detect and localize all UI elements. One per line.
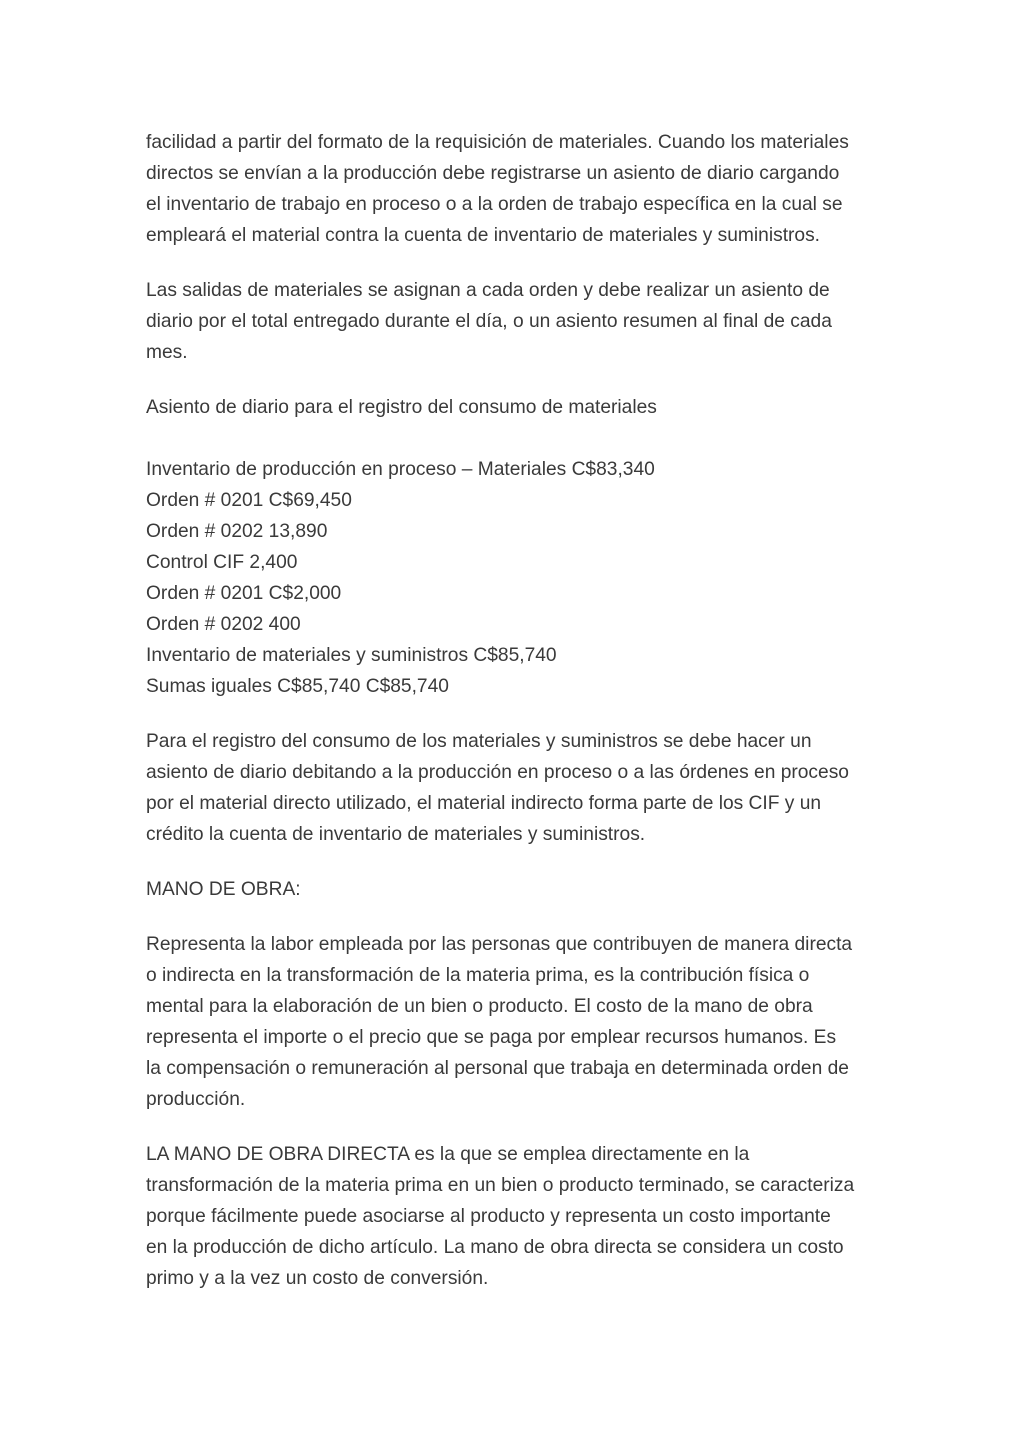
text-line: la compensación o remuneración al personal que trabaja en determinada orden de — [146, 1058, 849, 1079]
text-line: LA MANO DE OBRA DIRECTA es la que se emplea directamente en la — [146, 1144, 750, 1165]
document-body — [146, 127, 886, 1318]
section-heading-text: MANO DE OBRA: — [146, 879, 301, 900]
text-line: mental para la elaboración de un bien o producto. El costo de la mano de obra — [146, 996, 813, 1017]
journal-line: Orden # 0202 13,890 — [146, 521, 328, 542]
journal-line: Orden # 0202 400 — [146, 614, 301, 635]
journal-entry — [146, 392, 886, 702]
text-line: Representa la labor empleada por las personas que contribuyen de manera directa — [146, 934, 853, 955]
journal-line: Inventario de producción en proceso – Materiales C$83,340 — [146, 459, 655, 480]
journal-line: Inventario de materiales y suministros C$85,740 — [146, 645, 557, 666]
journal-line: Control CIF 2,400 — [146, 552, 298, 573]
text-line: transformación de la materia prima en un bien o producto terminado, se caracteriza — [146, 1175, 855, 1196]
journal-heading: Asiento de diario para el registro del consumo de materiales — [146, 397, 657, 418]
text-line: directos se envían a la producción debe registrarse un asiento de diario cargando — [146, 163, 840, 184]
paragraph-registro-consumo — [146, 726, 886, 850]
text-line: el inventario de trabajo en proceso o a la orden de trabajo específica en la cual se — [146, 194, 843, 215]
journal-line: Orden # 0201 C$2,000 — [146, 583, 342, 604]
text-line: primo y a la vez un costo de conversión. — [146, 1268, 489, 1289]
text-line: facilidad a partir del formato de la requisición de materiales. Cuando los materiales — [146, 132, 849, 153]
section-heading — [146, 874, 886, 905]
blank-line — [146, 423, 886, 454]
text-line: asiento de diario debitando a la producción en proceso o a las órdenes en proceso — [146, 762, 849, 783]
journal-line: Orden # 0201 C$69,450 — [146, 490, 352, 511]
paragraph-requisicion — [146, 127, 886, 251]
text-line: porque fácilmente puede asociarse al producto y representa un costo importante — [146, 1206, 831, 1227]
paragraph-salidas — [146, 275, 886, 368]
paragraph-mano-de-obra — [146, 929, 886, 1115]
text-line: empleará el material contra la cuenta de inventario de materiales y suministros. — [146, 225, 821, 246]
text-line: Las salidas de materiales se asignan a cada orden y debe realizar un asiento de — [146, 280, 830, 301]
text-line: Para el registro del consumo de los materiales y suministros se debe hacer un — [146, 731, 812, 752]
text-line: producción. — [146, 1089, 246, 1110]
journal-line: Sumas iguales C$85,740 C$85,740 — [146, 676, 449, 697]
text-line: crédito la cuenta de inventario de materiales y suministros. — [146, 824, 646, 845]
text-line: mes. — [146, 342, 188, 363]
text-line: en la producción de dicho artículo. La mano de obra directa se considera un costo — [146, 1237, 844, 1258]
paragraph-mano-de-obra-directa — [146, 1139, 886, 1294]
text-line: o indirecta en la transformación de la materia prima, es la contribución física o — [146, 965, 810, 986]
text-line: representa el importe o el precio que se paga por emplear recursos humanos. Es — [146, 1027, 837, 1048]
text-line: diario por el total entregado durante el día, o un asiento resumen al final de cada — [146, 311, 832, 332]
text-line: por el material directo utilizado, el material indirecto forma parte de los CIF y un — [146, 793, 822, 814]
